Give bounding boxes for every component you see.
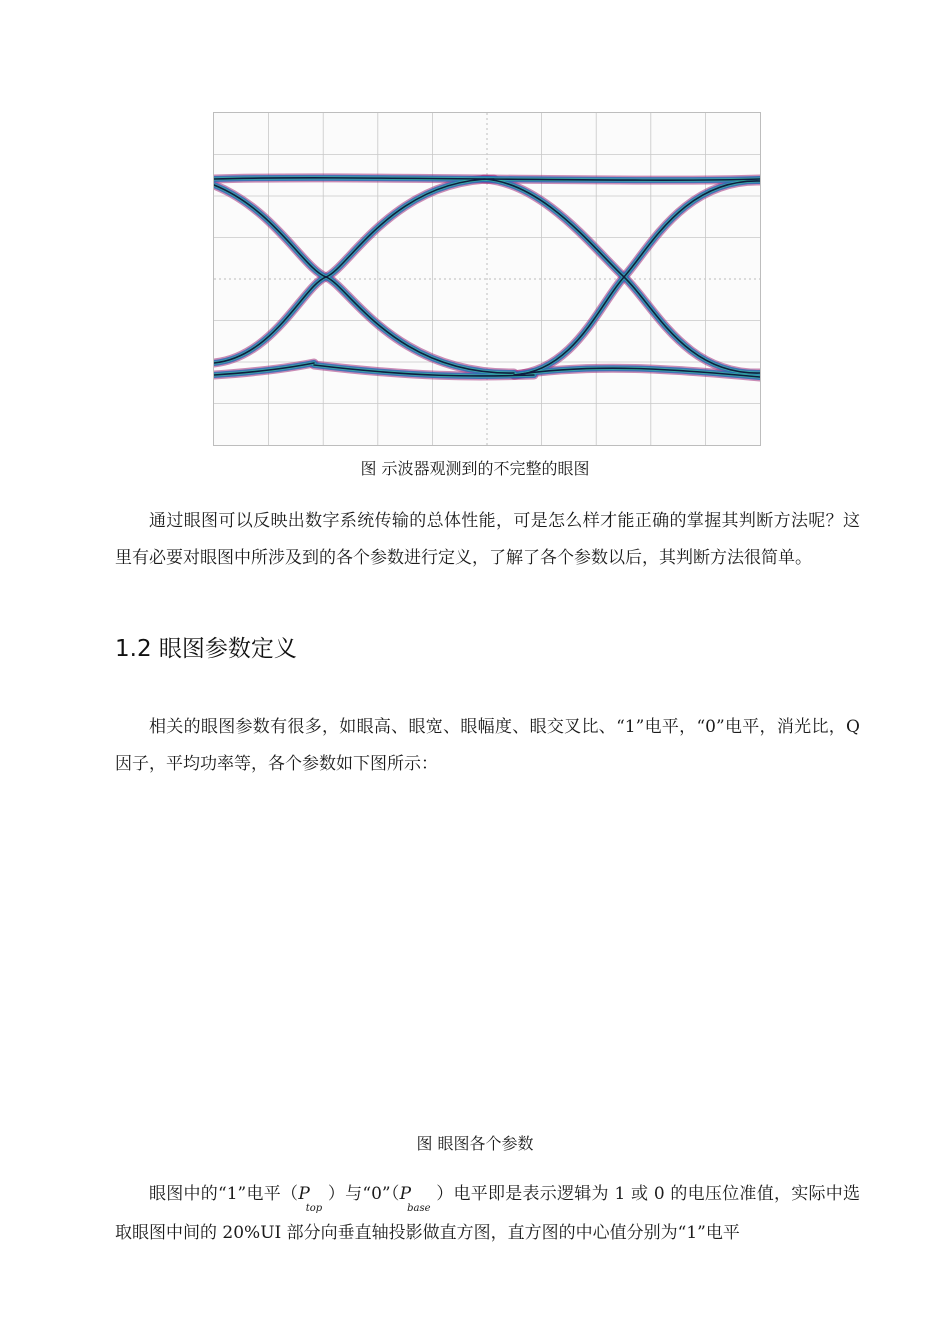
figure1-caption: 图 示波器观测到的不完整的眼图 (360, 459, 590, 478)
p-top-symbol: P (298, 1184, 310, 1204)
paragraph-levels (115, 1176, 860, 1252)
section-heading: 1.2 眼图参数定义 (115, 636, 297, 662)
levels-text-2: ）与“0”（ (327, 1184, 400, 1204)
paragraph-parameters: 相关的眼图参数有很多，如眼高、眼宽、眼幅度、眼交叉比、“1”电平，“0”电平，消光比，Q 因子，平均功率等，各个参数如下图所示： (115, 717, 860, 774)
eye-diagram-plot (214, 113, 760, 445)
levels-text-1: 眼图中的“1”电平（ (149, 1184, 299, 1204)
eye-trace (484, 179, 760, 373)
eye-diagram-figure (213, 112, 761, 446)
p-base-subscript: base (407, 1203, 431, 1214)
p-top-subscript: top (305, 1203, 323, 1214)
levels-text-3: ）电平即是表示逻辑为 1 或 0 的电压位准值，实际中选取眼图中间的 20%UI 部分向垂直轴投影做直方图，直方图的中心值分别为“1”电平 (115, 1184, 861, 1243)
paragraph-intro: 通过眼图可以反映出数字系统传输的总体性能，可是怎么样才能正确的掌握其判断方法呢？这里有必要对眼图中所涉及到的各个参数进行定义，了解了各个参数以后，其判断方法很简单。 (115, 511, 860, 568)
figure2-caption: 图 眼图各个参数 (416, 1134, 534, 1153)
p-base-symbol: P (399, 1184, 412, 1204)
